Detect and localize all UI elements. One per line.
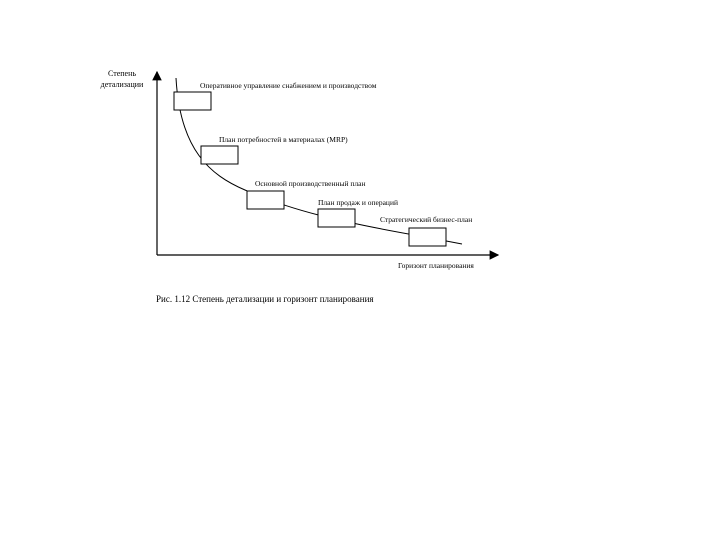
level-box-master-schedule <box>247 191 284 209</box>
level-label-mrp: План потребностей в материалах (MRP) <box>219 135 348 144</box>
level-label-operational: Оперативное управление снабжением и производством <box>200 81 377 90</box>
level-box-strategic <box>409 228 446 246</box>
level-label-master-schedule: Основной производственный план <box>255 179 366 188</box>
level-box-operational <box>174 92 211 110</box>
level-box-mrp <box>201 146 238 164</box>
y-axis-label-line2: детализации <box>100 80 144 89</box>
x-axis-label: Горизонт планирования <box>398 261 474 270</box>
level-label-sales-operations: План продаж и операций <box>318 198 398 207</box>
figure-caption: Рис. 1.12 Степень детализации и горизонт планирования <box>156 294 374 304</box>
level-label-strategic: Стратегический бизнес-план <box>380 215 473 224</box>
level-box-sales-operations <box>318 209 355 227</box>
y-axis-label-line1: Степень <box>107 69 137 78</box>
